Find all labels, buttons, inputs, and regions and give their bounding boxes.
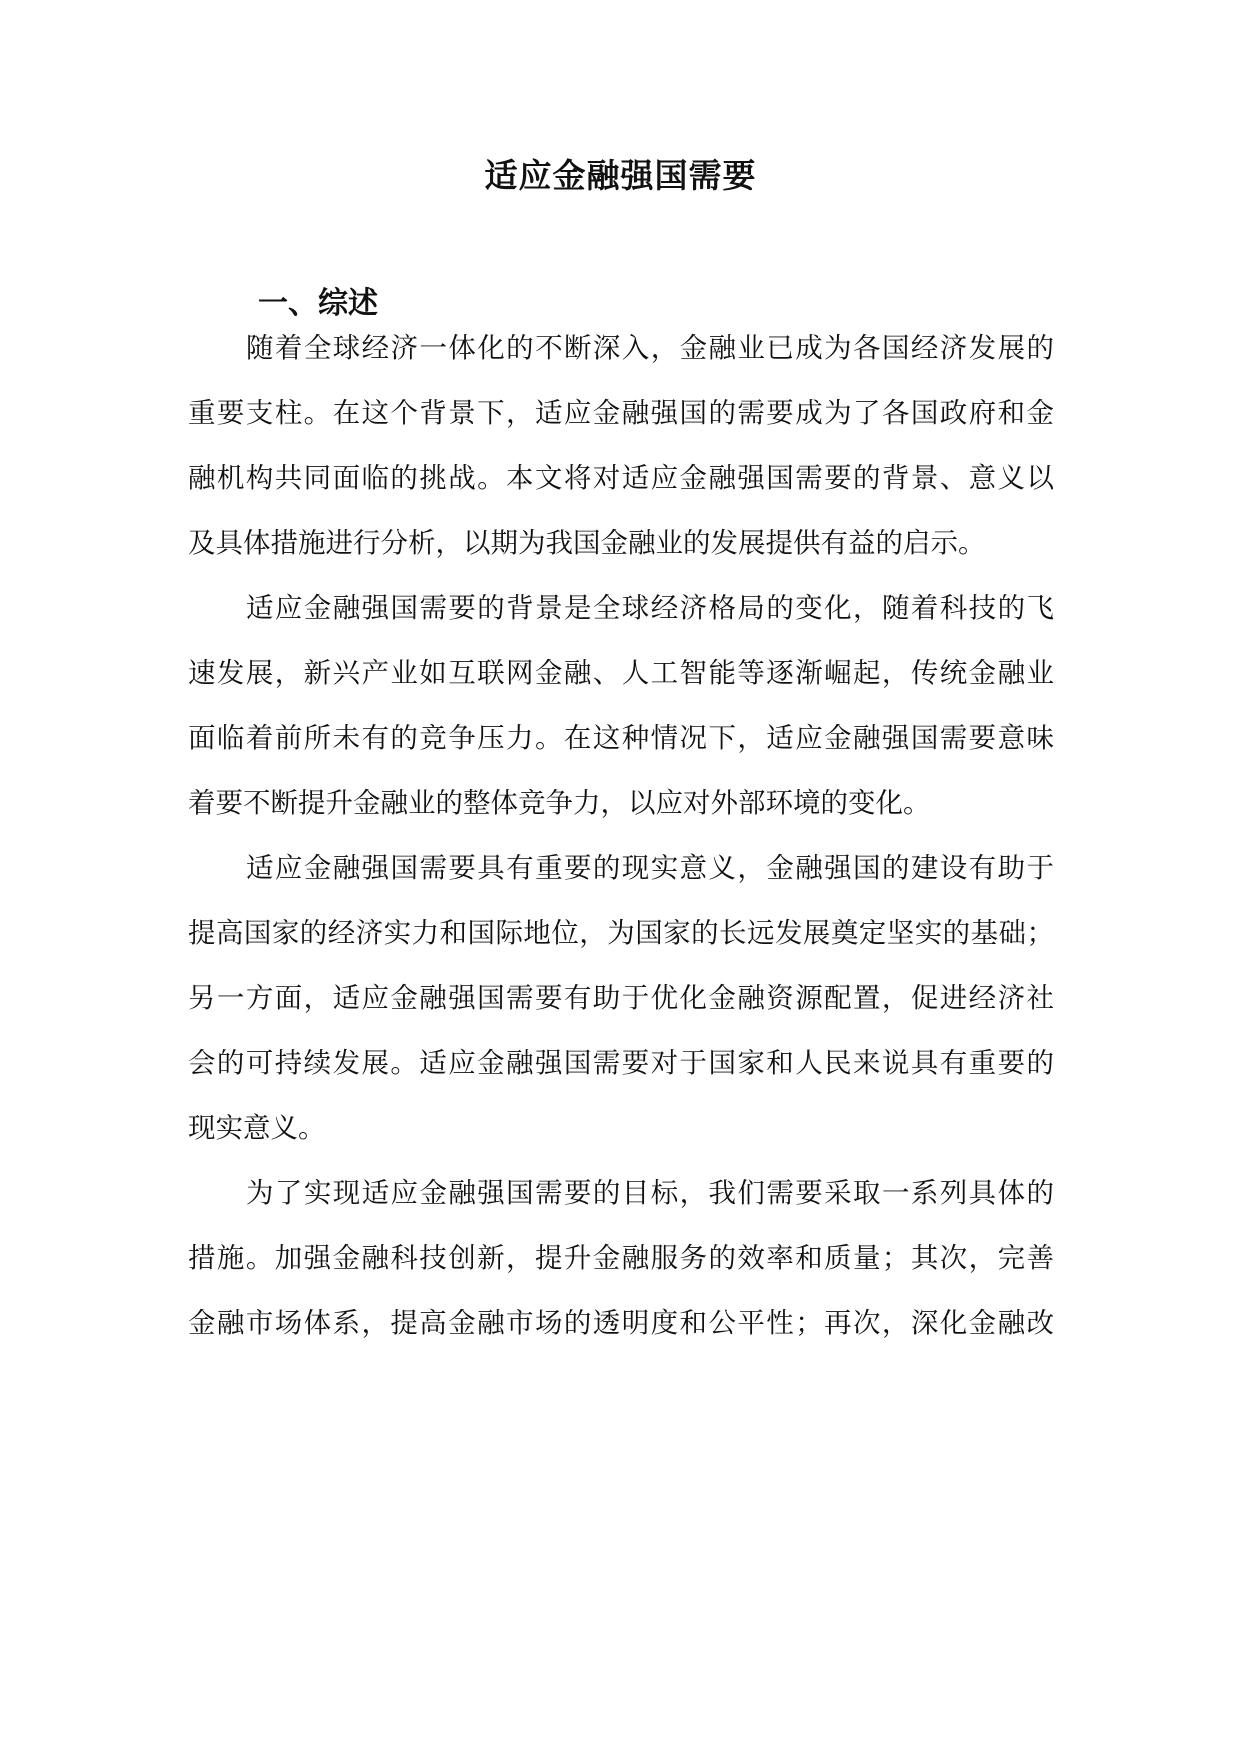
paragraph-line: 提高国家的经济实力和国际地位，为国家的长远发展奠定坚实的基础； bbox=[188, 917, 1054, 949]
paragraph-line: 及具体措施进行分析，以期为我国金融业的发展提供有益的启示。 bbox=[188, 527, 986, 559]
paragraph-line: 会的可持续发展。适应金融强国需要对于国家和人民来说具有重要的 bbox=[188, 1047, 1054, 1079]
document-title: 适应金融强国需要 bbox=[484, 156, 757, 195]
paragraph-line: 速发展，新兴产业如互联网金融、人工智能等逐渐崛起，传统金融业 bbox=[188, 657, 1054, 689]
paragraph-line: 现实意义。 bbox=[188, 1112, 326, 1144]
paragraph-line: 为了实现适应金融强国需要的目标，我们需要采取一系列具体的 bbox=[246, 1177, 1054, 1209]
paragraph-line: 随着全球经济一体化的不断深入，金融业已成为各国经济发展的 bbox=[246, 332, 1054, 364]
section-heading: 一、综述 bbox=[258, 286, 378, 321]
paragraph-line: 措施。加强金融科技创新，提升金融服务的效率和质量；其次，完善 bbox=[188, 1242, 1054, 1274]
paragraph-line: 面临着前所未有的竞争压力。在这种情况下，适应金融强国需要意味 bbox=[188, 722, 1054, 754]
paragraph-line: 另一方面，适应金融强国需要有助于优化金融资源配置，促进经济社 bbox=[188, 982, 1054, 1014]
paragraph-line: 适应金融强国需要的背景是全球经济格局的变化，随着科技的飞 bbox=[246, 592, 1054, 624]
paragraph-line: 金融市场体系，提高金融市场的透明度和公平性；再次，深化金融改 bbox=[188, 1307, 1054, 1339]
paragraph-line: 融机构共同面临的挑战。本文将对适应金融强国需要的背景、意义以 bbox=[188, 462, 1054, 494]
paragraph-line: 适应金融强国需要具有重要的现实意义，金融强国的建设有助于 bbox=[246, 852, 1054, 884]
paragraph-line: 重要支柱。在这个背景下，适应金融强国的需要成为了各国政府和金 bbox=[188, 397, 1054, 429]
paragraph-line: 着要不断提升金融业的整体竞争力，以应对外部环境的变化。 bbox=[188, 787, 931, 819]
